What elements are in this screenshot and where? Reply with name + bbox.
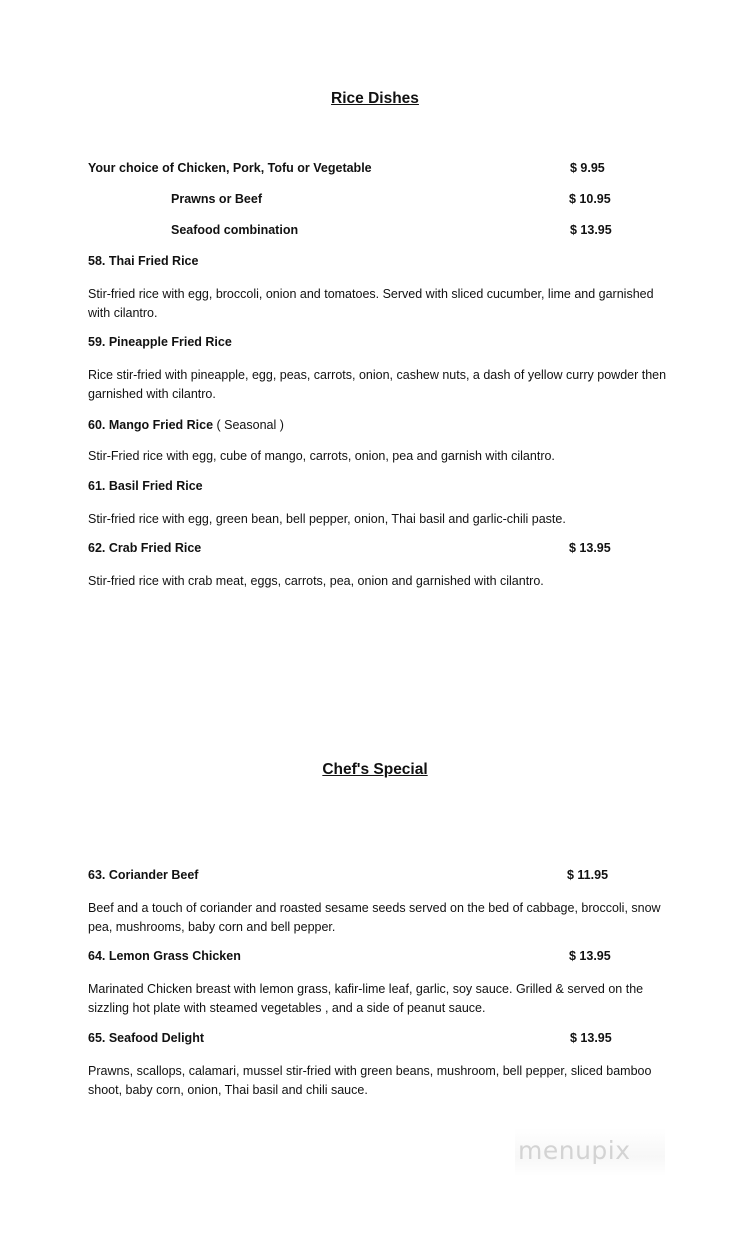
item-name: 65. Seafood Delight: [88, 1031, 204, 1045]
item-description: Stir-Fried rice with egg, cube of mango, carrots, onion, pea and garnish with cilantro.: [88, 449, 555, 463]
item-description: Rice stir-fried with pineapple, egg, peas, carrots, onion, cashew nuts, a dash of yellow curry powder then garnished with cilantro.: [88, 368, 667, 401]
item-description: Stir-fried rice with egg, green bean, bell pepper, onion, Thai basil and garlic-chili paste.: [88, 512, 566, 526]
seafood-combination-price: $ 13.95: [570, 223, 612, 237]
item-name: 59. Pineapple Fried Rice: [88, 335, 232, 349]
rice-dishes-heading: Rice Dishes: [331, 90, 419, 107]
item-name: 64. Lemon Grass Chicken: [88, 949, 241, 963]
item-description: Marinated Chicken breast with lemon grass, kafir-lime leaf, garlic, soy sauce. Grilled & served on the sizzling hot plate with steamed vegetables , and a side of peanut sauce.: [88, 982, 644, 1015]
item-price: $ 13.95: [569, 541, 611, 555]
chefs-special-heading: Chef's Special: [322, 761, 428, 778]
seafood-combination-label: Seafood combination: [171, 223, 299, 237]
item-price: $ 13.95: [570, 1031, 612, 1045]
item-name: 60. Mango Fried Rice: [88, 418, 214, 432]
item-title-row: [88, 416, 284, 434]
item-name: 58. Thai Fried Rice: [88, 254, 199, 268]
prawns-beef-label: Prawns or Beef: [171, 192, 263, 206]
item-name: 61. Basil Fried Rice: [88, 479, 203, 493]
prawns-beef-price: $ 10.95: [569, 192, 611, 206]
protein-choice-price: $ 9.95: [570, 161, 605, 175]
item-name: 63. Coriander Beef: [88, 868, 199, 882]
item-seasonal-note: ( Seasonal ): [213, 418, 284, 432]
protein-choice-label: Your choice of Chicken, Pork, Tofu or Vegetable: [88, 161, 372, 175]
item-price: $ 13.95: [569, 949, 611, 963]
item-name: 62. Crab Fried Rice: [88, 541, 202, 555]
item-description: Stir-fried rice with egg, broccoli, onion and tomatoes. Served with sliced cucumber, lime and garnished with cilantro.: [88, 287, 654, 320]
item-description: Beef and a touch of coriander and roasted sesame seeds served on the bed of cabbage, broccoli, snow pea, mushrooms, baby corn and bell pepper.: [88, 901, 661, 934]
watermark-text: menupix: [518, 1136, 631, 1165]
item-description: Stir-fried rice with crab meat, eggs, carrots, pea, onion and garnished with cilantro.: [88, 574, 544, 588]
menupix-watermark: [515, 1128, 665, 1176]
item-description: Prawns, scallops, calamari, mussel stir-fried with green beans, mushroom, bell pepper, sliced bamboo shoot, baby corn, onion, Thai basil and chili sauce.: [88, 1064, 652, 1097]
item-price: $ 11.95: [567, 868, 609, 882]
